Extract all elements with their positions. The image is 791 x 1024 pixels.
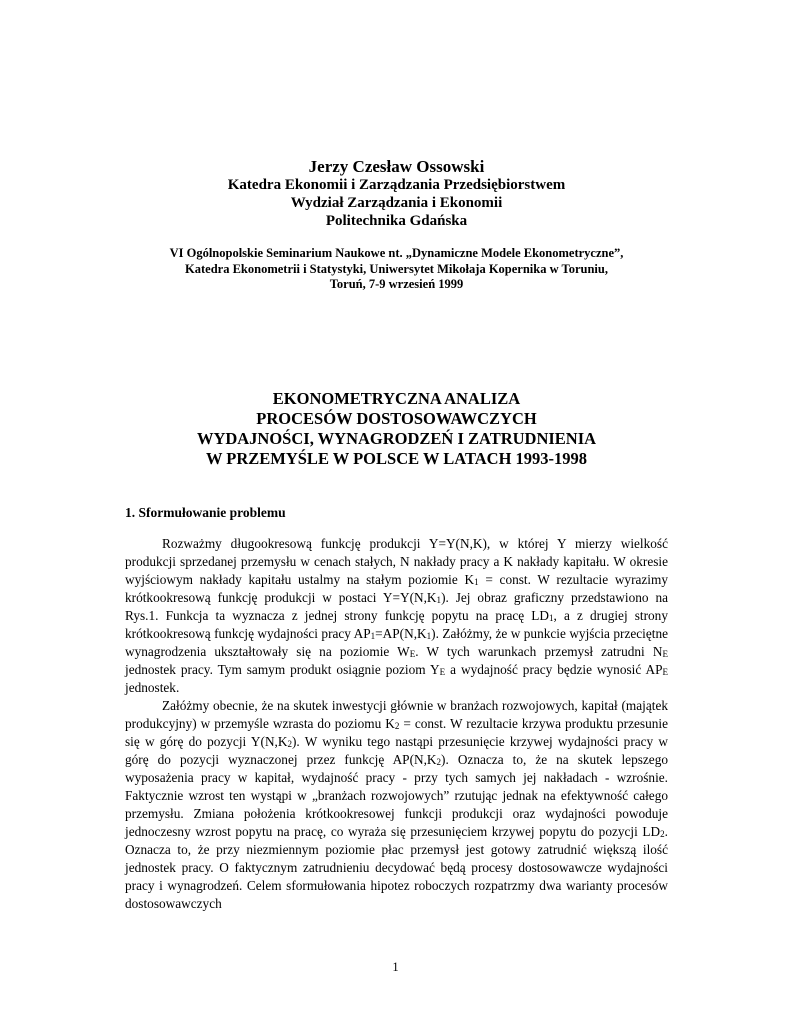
paper-title-line: EKONOMETRYCZNA ANALIZA: [272, 389, 521, 409]
page-number: 1: [392, 960, 399, 974]
author-name: Jerzy Czesław Ossowski: [308, 157, 485, 176]
seminar-line: Toruń, 7-9 wrzesień 1999: [329, 277, 464, 292]
paper-title-line: W PRZEMYŚLE W POLSCE W LATACH 1993-1998: [205, 449, 588, 469]
affiliation-line: Wydział Zarządzania i Ekonomii: [290, 195, 503, 211]
paper-title-line: WYDAJNOŚCI, WYNAGRODZEŃ I ZATRUDNIENIA: [196, 429, 597, 449]
section-heading: 1. Sformułowanie problemu: [125, 505, 286, 521]
affiliation-line: Katedra Ekonomii i Zarządzania Przedsiębiorstwem: [227, 177, 566, 193]
seminar-block: [125, 246, 668, 293]
body-text: [125, 535, 668, 913]
affiliation-line: Politechnika Gdańska: [325, 213, 468, 229]
seminar-line: VI Ogólnopolskie Seminarium Naukowe nt. „Dynamiczne Modele Ekonometryczne”,: [169, 246, 624, 260]
author-block: [125, 0, 668, 230]
paragraph: Załóżmy obecnie, że na skutek inwestycji głównie w branżach rozwojowych, kapitał (majątek produkcyjny) w przemyśle wzrasta do poziomu $K_2$ = const. W rezultacie krzywa produktu przesunie się w górę do pozycji $Y(N,K_2)$. W wyniku tego nastąpi przesunięcie krzywej wydajności pracy w górę do pozycji wyznaczonej przez funkcję $AP(N,K_2)$. Oznacza to, że na skutek lepszego wyposażenia pracy w kapitał, wydajność pracy - przy tych samych jej nakładach - wzrośnie. Faktycznie wzrost ten wystąpi w „branżach rozwojowych” rzutując jednak na efektywność całego przemysłu. Zmiana położenia krótkookresowej funkcji produkcji oraz wydajności powoduje jednoczesny wzrost popytu na pracę, co wyraża się przesunięciem krzywej popytu do pozycji $LD_2$. Oznacza to, że przy niezmiennym poziomie płac przemysł jest gotowy zatrudnić większą ilość jednostek pracy. O faktycznym zatrudnieniu decydować będą procesy dostosowawcze wydajności pracy i wynagrodzeń. Celem sformułowania hipotez roboczych rozpatrzmy dwa warianty procesów dostosowawczych: [125, 698, 669, 912]
text-block: [125, 0, 668, 913]
seminar-line: Katedra Ekonometrii i Statystyki, Uniwersytet Mikołaja Kopernika w Toruniu,: [185, 261, 608, 276]
paper-title-line: PROCESÓW DOSTOSOWAWCZYCH: [256, 409, 537, 429]
paragraph: Rozważmy długookresową funkcję produkcji Y=Y(N,K), w której Y mierzy wielkość produkcji sprzedanej przemysłu w cenach stałych, N nakłady pracy a K nakłady kapitału. W okresie wyjściowym nakłady kapitału ustalmy na stałym poziomie $K_1$ = const. W rezultacie wyrazimy krótkookresową funkcję produkcji w postaci $Y=Y(N,K_1)$. Jej obraz graficzny przedstawiono na Rys.1. Funkcja ta wyznacza z jednej strony funkcję popytu na pracę $LD_1$, a z drugiej strony krótkookresową funkcję wydajności pracy $AP_1=AP(N,K_1)$. Załóżmy, że w punkcie wyjścia przeciętne wynagrodzenia ukształtowały się na poziomie $W_E$. W tych warunkach przemysł zatrudni $N_E$ jednostek pracy. Tym samym produkt osiągnie poziom $Y_E$ a wydajność pracy będzie wynosić $AP_E$ jednostek.: [125, 536, 669, 696]
paper-title: [125, 389, 668, 469]
